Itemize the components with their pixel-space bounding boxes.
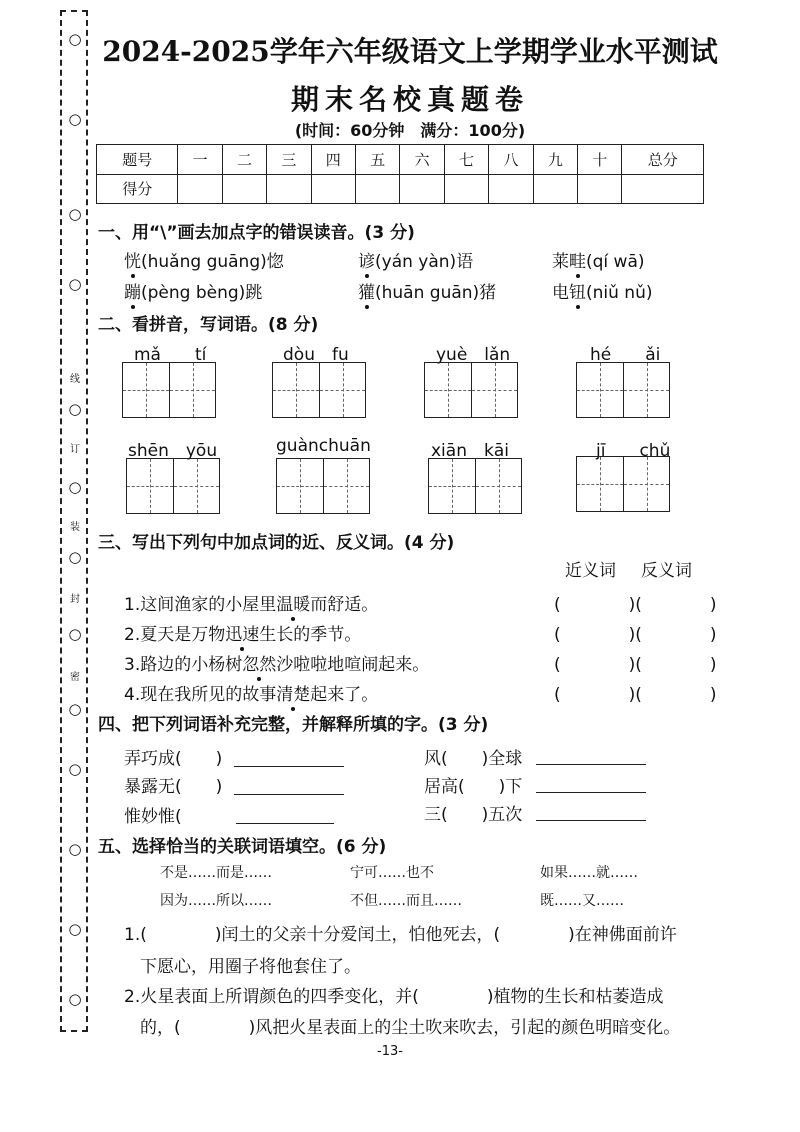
exam-subtitle-title: 期末名校真题卷 xyxy=(290,83,529,116)
score-blank-cell[interactable] xyxy=(356,174,400,204)
score-table xyxy=(96,144,704,204)
page-number: -13- xyxy=(377,1044,403,1059)
score-row-label: 得分 xyxy=(97,174,178,204)
writing-grid[interactable] xyxy=(424,362,518,418)
score-cell: 二 xyxy=(222,145,266,175)
section1-item xyxy=(124,278,262,303)
section3-heading: 三、写出下列句中加点词的近、反义词。(4 分) xyxy=(98,533,455,553)
section1-item xyxy=(552,278,653,303)
binding-hole: ○ xyxy=(68,478,82,496)
sentence xyxy=(124,620,361,645)
binding-label-secret: 密 xyxy=(70,672,80,683)
exam-title: 2024-2025学年六年级语文上学期学业水平测试 xyxy=(102,35,718,68)
grid-cell[interactable] xyxy=(623,457,669,511)
section2-heading: 二、看拼音，写词语。(8 分) xyxy=(98,315,319,335)
grid-cell[interactable] xyxy=(319,363,365,417)
score-cell: 题号 xyxy=(97,145,178,175)
binding-label-bind: 装 xyxy=(70,522,80,533)
binding-hole: ○ xyxy=(68,625,82,643)
word-rest: 惚 xyxy=(266,252,284,272)
score-cell: 十 xyxy=(578,145,622,175)
sentence-text: 4.现在我所见的故事 xyxy=(124,685,277,705)
score-blank-cell[interactable] xyxy=(178,174,222,204)
question-text: 的，( )风把火星表面上的尘土吹来吹去，引起的颜色明暗变化。 xyxy=(140,1018,681,1038)
grid-cell[interactable] xyxy=(173,459,219,513)
score-table-score-row xyxy=(97,174,704,204)
explanation-blank[interactable] xyxy=(234,766,344,767)
binding-hole: ○ xyxy=(68,275,82,293)
grid-cell[interactable] xyxy=(577,457,623,511)
binding-hole: ○ xyxy=(68,110,82,128)
conjunction-option: 不但……而且…… xyxy=(350,893,462,909)
score-blank-cell[interactable] xyxy=(222,174,266,204)
word-rest: 语 xyxy=(456,252,474,272)
exam-time-score: (时间：60分钟 满分：100分) xyxy=(294,121,526,140)
section1-item xyxy=(358,278,496,303)
pinyin-options[interactable]: (pèng bèng) xyxy=(141,283,246,303)
grid-cell[interactable] xyxy=(623,363,669,417)
explanation-blank[interactable] xyxy=(536,764,646,765)
grid-cell[interactable] xyxy=(323,459,369,513)
section4-heading: 四、把下列词语补充完整，并解释所填的字。(3 分) xyxy=(98,715,489,735)
score-blank-cell[interactable] xyxy=(622,174,704,204)
pinyin-prompt: jī chǔ xyxy=(596,441,671,461)
grid-cell[interactable] xyxy=(127,459,173,513)
sentence xyxy=(124,590,378,615)
score-blank-cell[interactable] xyxy=(311,174,355,204)
sentence-text: 1.这间渔家的小屋里 xyxy=(124,595,277,615)
answer-brackets[interactable]: ( )( ) xyxy=(554,625,717,645)
grid-cell[interactable] xyxy=(273,363,319,417)
answer-brackets[interactable]: ( )( ) xyxy=(554,595,717,615)
score-blank-cell[interactable] xyxy=(489,174,533,204)
pinyin-options[interactable]: (qí wā) xyxy=(586,252,645,272)
grid-cell[interactable] xyxy=(123,363,169,417)
score-cell: 四 xyxy=(311,145,355,175)
dotted-char: 蹦 xyxy=(124,278,141,303)
answer-brackets[interactable]: ( )( ) xyxy=(554,655,717,675)
sentence-text: 生长的季节。 xyxy=(259,625,362,645)
sentence-text: 而舒适。 xyxy=(310,595,379,615)
grid-cell[interactable] xyxy=(169,363,215,417)
section1-item xyxy=(124,247,284,272)
section5-heading: 五、选择恰当的关联词语填空。(6 分) xyxy=(98,837,387,857)
section1-item xyxy=(552,247,645,272)
idiom-item: 暴露无( ) xyxy=(124,777,223,797)
binding-hole: ○ xyxy=(68,840,82,858)
sentence-text: 沙啦啦地喧闹起来。 xyxy=(276,655,430,675)
section1-heading: 一、用“\”画去加点字的错误读音。(3 分) xyxy=(98,223,415,243)
binding-label-line: 线 xyxy=(70,374,80,385)
pinyin-prompt: hé ǎi xyxy=(590,345,661,365)
conjunction-option: 宁可……也不 xyxy=(350,865,434,881)
dotted-char: 钮 xyxy=(569,278,586,303)
pinyin-prompt: guànchuān xyxy=(276,436,371,456)
pinyin-options[interactable]: (niǔ nǔ) xyxy=(586,283,653,303)
score-cell: 一 xyxy=(178,145,222,175)
score-blank-cell[interactable] xyxy=(267,174,311,204)
word-pre: 电 xyxy=(552,283,569,303)
dotted-word: 清楚 xyxy=(276,680,310,705)
binding-hole: ○ xyxy=(68,700,82,718)
score-cell: 八 xyxy=(489,145,533,175)
binding-hole: ○ xyxy=(68,205,82,223)
pinyin-options[interactable]: (huǎng guāng) xyxy=(141,252,267,272)
conjunction-option: 因为……所以…… xyxy=(160,893,272,909)
binding-label-seal: 封 xyxy=(70,594,80,605)
writing-grid[interactable] xyxy=(428,458,522,514)
grid-cell[interactable] xyxy=(277,459,323,513)
pinyin-options[interactable]: (yán yàn) xyxy=(375,252,457,272)
writing-grid[interactable] xyxy=(276,458,370,514)
section1-item xyxy=(358,247,473,272)
writing-grid[interactable] xyxy=(122,362,216,418)
dotted-char: 畦 xyxy=(569,247,586,272)
dotted-char: 獾 xyxy=(358,278,375,303)
dotted-word: 温暖 xyxy=(276,590,310,615)
word-rest: 猪 xyxy=(479,283,497,303)
dotted-word: 迅速 xyxy=(225,620,259,645)
binding-hole: ○ xyxy=(68,760,82,778)
pinyin-prompt: dòu fu xyxy=(283,345,349,365)
pinyin-prompt: mǎ tí xyxy=(134,345,207,365)
score-cell: 九 xyxy=(533,145,577,175)
grid-cell[interactable] xyxy=(425,363,471,417)
binding-hole: ○ xyxy=(68,990,82,1008)
idiom-item: 惟妙惟( xyxy=(124,807,182,827)
sentence-text: 3.路边的小杨树 xyxy=(124,655,243,675)
explanation-blank[interactable] xyxy=(536,792,646,793)
writing-grid[interactable] xyxy=(576,456,670,512)
answer-brackets[interactable]: ( )( ) xyxy=(554,685,717,705)
writing-grid[interactable] xyxy=(272,362,366,418)
conjunction-option: 如果……就…… xyxy=(540,865,638,881)
word-rest: 跳 xyxy=(245,283,263,303)
antonym-header: 反义词 xyxy=(641,561,692,581)
binding-hole: ○ xyxy=(68,920,82,938)
score-blank-cell[interactable] xyxy=(533,174,577,204)
conjunction-option: 不是……而是…… xyxy=(160,865,272,881)
dotted-char: 谚 xyxy=(358,247,375,272)
score-cell: 总分 xyxy=(622,145,704,175)
pinyin-prompt: shēn yōu xyxy=(128,441,218,461)
sentence-text: 2.夏天是万物 xyxy=(124,625,226,645)
sentence-text: 起来了。 xyxy=(310,685,379,705)
question-text: 1.( )闰土的父亲十分爱闰土，怕他死去，( )在神佛面前许 xyxy=(124,925,677,945)
conjunction-option: 既……又…… xyxy=(540,893,624,909)
idiom-item: 风( )全球 xyxy=(424,749,523,769)
score-cell: 七 xyxy=(444,145,488,175)
question-text: 2.火星表面上所谓颜色的四季变化，并( )植物的生长和枯萎造成 xyxy=(124,987,664,1007)
idiom-item: 三( )五次 xyxy=(424,805,523,825)
writing-grid[interactable] xyxy=(576,362,670,418)
explanation-blank[interactable] xyxy=(234,794,344,795)
score-cell: 五 xyxy=(356,145,400,175)
binding-label-staple: 订 xyxy=(70,444,80,455)
grid-cell[interactable] xyxy=(429,459,475,513)
grid-cell[interactable] xyxy=(471,363,517,417)
dotted-char: 恍 xyxy=(124,247,141,272)
pinyin-prompt: xiān kāi xyxy=(431,441,509,461)
pinyin-options[interactable]: (huān guān) xyxy=(375,283,480,303)
grid-cell[interactable] xyxy=(577,363,623,417)
score-blank-cell[interactable] xyxy=(444,174,488,204)
grid-cell[interactable] xyxy=(475,459,521,513)
sentence xyxy=(124,650,429,675)
binding-hole: ○ xyxy=(68,400,82,418)
word-pre: 莱 xyxy=(552,252,569,272)
binding-hole: ○ xyxy=(68,548,82,566)
synonym-header: 近义词 xyxy=(565,561,616,581)
binding-hole: ○ xyxy=(68,30,82,48)
idiom-item: 居高( )下 xyxy=(424,777,523,797)
score-blank-cell[interactable] xyxy=(400,174,444,204)
writing-grid[interactable] xyxy=(126,458,220,514)
explanation-blank[interactable] xyxy=(236,823,334,824)
pinyin-prompt: yuè lǎn xyxy=(436,345,511,365)
score-cell: 三 xyxy=(267,145,311,175)
dotted-word: 忽然 xyxy=(242,650,276,675)
idiom-item: 弄巧成( ) xyxy=(124,749,223,769)
explanation-blank[interactable] xyxy=(536,820,646,821)
score-cell: 六 xyxy=(400,145,444,175)
score-table-header-row xyxy=(97,145,704,175)
question-text: 下愿心，用圈子将他套住了。 xyxy=(140,957,361,977)
score-blank-cell[interactable] xyxy=(578,174,622,204)
sentence xyxy=(124,680,378,705)
